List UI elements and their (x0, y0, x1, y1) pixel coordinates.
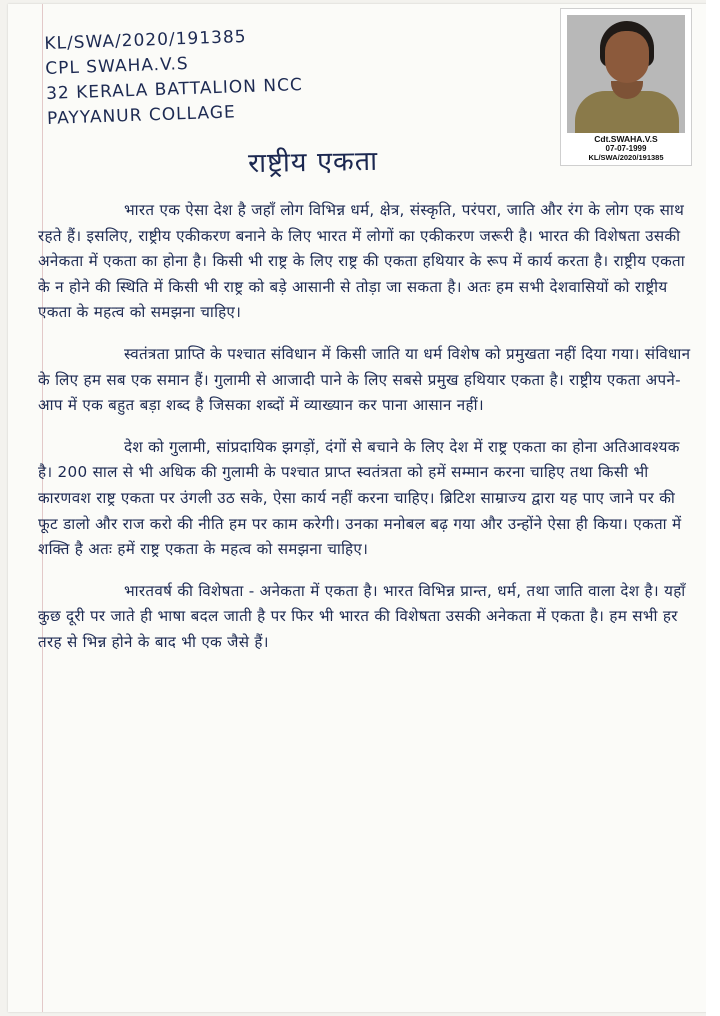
page-edge (706, 0, 720, 1016)
cadet-photo (567, 15, 685, 133)
handwritten-page (8, 4, 714, 1012)
essay-title: राष्ट्रीय एकता (247, 145, 379, 180)
essay-body (38, 198, 698, 656)
passport-photo (560, 8, 692, 166)
college: PAYYANUR COLLAGE (46, 102, 237, 129)
paragraph-1: भारत एक ऐसा देश है जहाँ लोग विभिन्न धर्म, क्षेत्र, संस्कृति, परंपरा, जाति और रंग के लोग एक साथ रहते हैं। इसलिए, राष्ट्रीय एकीकरण बनाने के लिए भारत में लोगों का एकीकरण जरूरी है। भारत की विशेषता उसकी अनेकता में एकता का होना है। किसी भी राष्ट्र के लिए राष्ट्र की एकता हथियार के रूप में कार्य करता है। राष्ट्रीय एकता के न होने की स्थिति में किसी भी राष्ट्र को बड़े आसानी से तोड़ा जा सकता है। अतः हम सभी देशवासियों को राष्ट्रीय एकता के महत्व को समझना चाहिए। (38, 201, 685, 322)
battalion: 32 KERALA BATTALION NCC (45, 75, 304, 104)
photo-caption (561, 135, 691, 162)
paragraph-4: भारतवर्ष की विशेषता - अनेकता में एकता है। भारत विभिन्न प्रान्त, धर्म, तथा जाति वाला देश है। यहाँ कुछ दूरी पर जाते ही भाषा बदल जाती है पर फिर भी भारत की विशेषता उसकी अनेकता में एकता है। हम सभी हर तरह से भिन्न होने के बाद भी एक जैसे हैं। (38, 581, 686, 651)
photo-reg: KL/SWA/2020/191385 (588, 153, 664, 162)
cadet-details (44, 23, 304, 132)
photo-name: Cdt.SWAHA.V.S (594, 134, 658, 144)
photo-dob: 07-07-1999 (605, 144, 647, 153)
registration-number: KL/SWA/2020/191385 (44, 26, 247, 54)
paragraph-3: देश को गुलामी, सांप्रदायिक झगड़ों, दंगों से बचाने के लिए देश में राष्ट्र एकता का होना अतिआवश्यक है। 200 साल से भी अधिक की गुलामी के पश्चात प्राप्त स्वतंत्रता को हमें सम्मान करना चाहिए तथा किसी भी कारणवश राष्ट्र एकता पर उंगली उठ सके, ऐसा कार्य नहीं करना चाहिए। ब्रिटिश साम्राज्य द्वारा यह पाए जाने पर की फूट डालो और राज करो की नीति हम पर काम करेगी। उनका मनोबल बढ़ गया और उन्होंने ऐसा ही किया। एकता में शक्ति है अतः हमें राष्ट्र एकता के महत्व को समझना चाहिए। (38, 437, 682, 559)
cadet-name: CPL SWAHA.V.S (44, 53, 190, 79)
paragraph-2: स्वतंत्रता प्राप्ति के पश्चात संविधान में किसी जाति या धर्म विशेष को प्रमुखता नहीं दिया गया। संविधान के लिए हम सब एक समान हैं। गुलामी से आजादी पाने के लिए सबसे प्रमुख हथियार एकता है। राष्ट्रीय एकता अपने-आप में एक बहुत बड़ा शब्द है जिसका शब्दों में व्याख्यान कर पाना आसान नहीं। (38, 344, 691, 415)
